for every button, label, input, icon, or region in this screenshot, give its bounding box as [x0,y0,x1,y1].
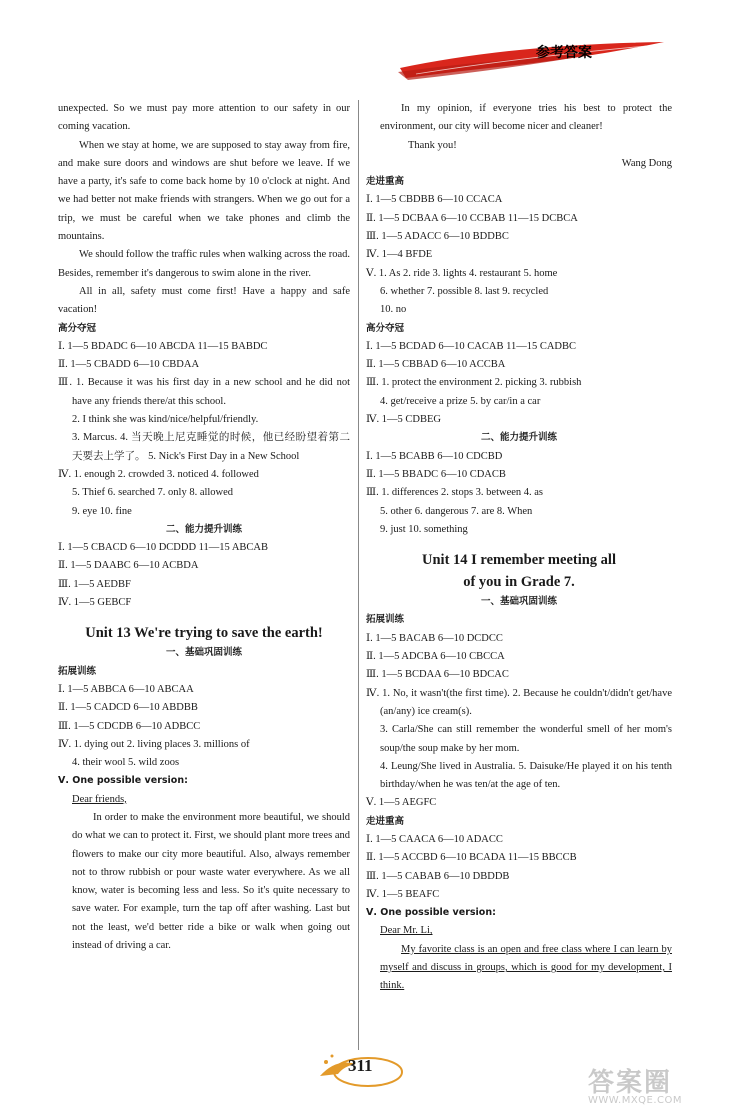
watermark-logo [588,1062,738,1110]
section-subheading: 一、基础巩固训练 [165,647,242,659]
version-label: Ⅴ. One possible version: [366,907,496,919]
answer-line: 9. just 10. something [380,523,468,535]
answer-line: 4. their wool 5. wild zoos [72,757,180,769]
answer-line: Ⅲ. 1—5 ADACC 6—10 BDDBC [366,231,509,243]
answer-line: Ⅰ. 1—5 CBDBB 6—10 CCACA [366,194,503,206]
answer-line: Ⅱ. 1—5 ACCBD 6—10 BCADA 11—15 BBCCB [366,852,577,864]
answer-line: 5. Thief 6. searched 7. only 8. allowed [72,487,234,499]
answer-line: Ⅲ. 1. Because it was his first day in a new school and he did not have any friends there/at this school. [58,377,350,407]
section-heading: 高分夺冠 [366,322,405,334]
answer-line: 2. I think she was kind/nice/helpful/friendly. [72,414,259,426]
answer-line: Ⅱ. 1—5 BBADC 6—10 CDACB [366,468,506,480]
unit-13-title: Unit 13 We're trying to save the earth! [85,625,323,642]
answer-line: Ⅴ. 1. As 2. ride 3. lights 4. restaurant 5. home [366,267,558,279]
answer-line: 4. Leung/She lived in Australia. 5. Daisuke/He played it on his tenth birthday/when he was ten/at the age of ten. [380,760,672,791]
answer-line: Ⅱ. 1—5 ADCBA 6—10 CBCCA [366,651,505,663]
section-heading: 走进重高 [366,815,405,827]
answer-line: Ⅳ. 1—5 GEBCF [58,597,132,609]
answer-line: Ⅲ. 1. differences 2. stops 3. between 4. as [366,487,544,499]
answer-line: Ⅰ. 1—5 ABBCA 6—10 ABCAA [58,683,194,695]
version-label: Ⅴ. One possible version: [58,775,188,787]
answer-line: Ⅳ. 1. enough 2. crowded 3. noticed 4. followed [58,468,259,480]
watermark-logo-text: 答案圈 [588,1068,673,1098]
answer-line: Ⅲ. 1. protect the environment 2. picking 3. rubbish [366,377,582,389]
answer-line: Ⅲ. 1—5 AEDBF [58,578,131,590]
column-divider [358,100,359,1050]
section-heading: 拓展训练 [58,665,97,677]
unit-14-title: Unit 14 I remember meeting all [422,552,616,569]
answer-line: Ⅰ. 1—5 BACAB 6—10 DCDCC [366,632,503,644]
essay-paragraph: We should follow the traffic rules when walking across the road. Besides, remember it's dangerous to swim alone in the river. [58,249,351,279]
answer-line: Ⅴ. 1—5 AEGFC [366,797,437,809]
answer-line: 3. Marcus. 4. 当天晚上尼克睡觉的时候，他已经盼望着第二天要去上学了。 5. Nick's First Day in a New School [72,432,350,462]
letter-body: My favorite class is an open and free class where I can learn by myself and discuss in groups, which is good for my development, I think. [380,943,672,992]
left-column [58,100,350,955]
answer-line: Ⅰ. 1—5 BDADC 6—10 ABCDA 11—15 BABDC [58,340,268,352]
essay-paragraph: All in all, safety must come first! Have a happy and safe vacation! [58,285,350,316]
answer-line: Ⅳ. 1—5 BEAFC [366,888,440,900]
letter-body: In my opinion, if everyone tries his best to protect the environment, our city will become nicer and cleaner! [380,103,672,133]
answer-line: 10. no [380,304,407,316]
section-subheading: 一、基础巩固训练 [480,596,557,608]
section-heading: 拓展训练 [366,614,405,626]
answer-line: 5. other 6. dangerous 7. are 8. When [380,505,533,517]
letter-body: In order to make the environment more beautiful, we should do what we can to protect it. First, we should plant more trees and flowers to make our city more beautiful. Also, always remember not to throw rubbish or pour waste water everywhere. As we all know, water is becoming less and less. So it's quite necessary to save water. For example, turn the tap off after washing. Last but not the least, we'd better ride a bike or walk when going out instead of driving a car. [72,811,350,952]
answer-line: Ⅰ. 1—5 CBACD 6—10 DCDDD 11—15 ABCAB [58,542,268,554]
essay-paragraph: unexpected. So we must pay more attention to our safety in our coming vacation. [58,103,350,133]
watermark-url: WWW.MXQE.COM [588,1095,683,1106]
answer-line: Ⅱ. 1—5 CBADD 6—10 CBDAA [58,359,200,371]
answer-line: Ⅰ. 1—5 BCABB 6—10 CDCBD [366,450,503,462]
answer-line: Ⅲ. 1—5 CDCDB 6—10 ADBCC [58,720,201,732]
essay-paragraph: When we stay at home, we are supposed to stay away from fire, and make sure doors and windows are shut before we leave. If we have a party, it's safe to come back home by 10 o'clock at night. And we had better not make friends with strangers. When we go out for a trip, we must be careful when we take phones and climb the mountains. [58,139,350,243]
right-column [366,100,672,996]
header-banner [396,38,666,82]
answer-line: 6. whether 7. possible 8. last 9. recycled [380,285,549,297]
unit-14-title: of you in Grade 7. [463,574,575,591]
answer-line: Ⅱ. 1—5 CADCD 6—10 ABDBB [58,702,198,714]
answer-line: Ⅳ. 1—5 CDBEG [366,414,441,426]
answer-line: Ⅱ. 1—5 CBBAD 6—10 ACCBA [366,359,506,371]
answer-line: Ⅲ. 1—5 CABAB 6—10 DBDDB [366,870,510,882]
section-subheading: 二、能力提升训练 [165,523,242,535]
letter-greeting: Dear Mr. Li, [380,925,433,937]
page-number: 311 [348,1056,373,1075]
answer-line: Ⅳ. 1. dying out 2. living places 3. millions of [58,738,250,750]
answer-line: Ⅱ. 1—5 DAABC 6—10 ACBDA [58,560,199,572]
letter-signature: Wang Dong [621,157,672,169]
answer-line: 9. eye 10. fine [72,505,132,517]
section-subheading: 二、能力提升训练 [480,432,557,444]
section-heading: 高分夺冠 [58,322,97,334]
header-title: 参考答案 [536,45,592,61]
answer-line: 3. Carla/She can still remember the wonderful smell of her mom's soup/the soup make by her mom. [380,724,672,754]
letter-greeting: Dear friends, [72,793,127,805]
section-heading: 走进重高 [366,176,405,188]
answer-line: Ⅳ. 1. No, it wasn't(the first time). 2. Because he couldn't/didn't get/have (an/any) ice cream(s). [366,687,672,717]
answer-line: Ⅰ. 1—5 BCDAD 6—10 CACAB 11—15 CADBC [366,340,576,352]
answer-line: Ⅳ. 1—4 BFDE [366,249,433,261]
answer-line: Ⅲ. 1—5 BCDAA 6—10 BDCAC [366,669,509,681]
answer-line: Ⅰ. 1—5 CAACA 6—10 ADACC [366,833,503,845]
answer-line: 4. get/receive a prize 5. by car/in a car [380,395,541,407]
answer-line: Ⅱ. 1—5 DCBAA 6—10 CCBAB 11—15 DCBCA [366,212,578,224]
letter-thanks: Thank you! [408,139,457,151]
